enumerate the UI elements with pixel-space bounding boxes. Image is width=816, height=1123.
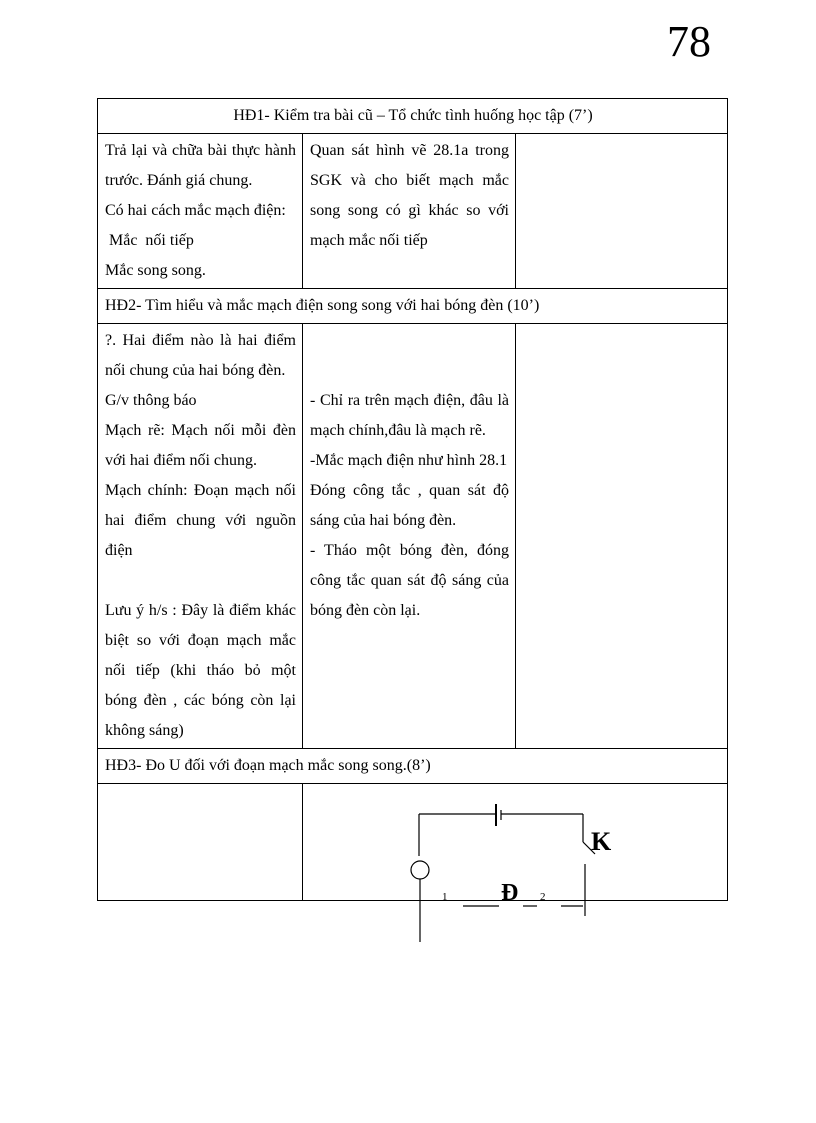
hd2-student-line: -Mắc mạch điện như hình 28.1 (310, 452, 508, 469)
hd2-teacher-line: G/v thông báo (105, 392, 197, 409)
hd3-teacher-cell (98, 784, 303, 901)
hd2-student-cell (303, 324, 516, 749)
hd1-student-cell (303, 134, 516, 289)
hd2-teacher-line: Mạch rẽ: Mạch nối mỗi đèn với hai điểm nối chung. (105, 422, 296, 469)
hd3-circuit-cell (303, 784, 728, 906)
switch-label: K (591, 827, 612, 856)
blank-line (105, 566, 296, 596)
hd2-student-line: - Tháo một bóng đèn, đóng công tắc quan sát độ sáng của bóng đèn còn lại. (310, 542, 509, 619)
hd1-title: HĐ1- Kiểm tra bài cũ – Tổ chức tình huống học tập (7’) (98, 99, 728, 134)
lamp-label: Đ (501, 880, 519, 906)
hd2-teacher-line: ?. Hai điểm nào là hai điểm nối chung của hai bóng đèn. (105, 332, 296, 379)
hd3-content-row (98, 784, 728, 901)
hd3-header-row (98, 749, 728, 784)
hd2-teacher-line: Mạch chính: Đoạn mạch nối hai điểm chung với nguồn điện (105, 482, 296, 559)
hd2-content-row (98, 324, 728, 749)
hd2-teacher-line: Lưu ý h/s : Đây là điểm khác biệt so với đoạn mạch mắc nối tiếp (khi tháo bỏ một bóng đèn , các bóng còn lại không sáng) (105, 602, 296, 739)
point-2-label: 2 (540, 891, 546, 903)
hd2-student-line: - Chỉ ra trên mạch điện, đâu là mạch chính,đâu là mạch rẽ. (310, 392, 509, 439)
hd2-notes-cell (516, 324, 728, 749)
hd2-teacher-cell (98, 324, 303, 749)
hd2-header-row (98, 289, 728, 324)
hd1-teacher-cell (98, 134, 303, 289)
hd2-student-line: Đóng công tắc , quan sát độ sáng của hai bóng đèn. (310, 482, 509, 529)
circuit-diagram (303, 784, 728, 944)
hd1-content-row (98, 134, 728, 289)
hd1-notes-cell (516, 134, 728, 289)
point-1-label: 1 (442, 891, 448, 903)
hd3-title: HĐ3- Đo U đối với đoạn mạch mắc song song.(8’) (98, 749, 728, 784)
blank-line (310, 356, 509, 386)
hd1-teacher-line: Mắc song song. (105, 262, 206, 279)
hd1-teacher-line: Mắc nối tiếp (105, 232, 194, 249)
hd1-teacher-line: Có hai cách mắc mạch điện: (105, 202, 286, 219)
meter-circle (411, 861, 429, 879)
lesson-plan-table (97, 98, 728, 906)
hd1-student-line: Quan sát hình vẽ 28.1a trong SGK và cho biết mạch mắc song song có gì khác so với mạch mắc nối tiếp (310, 142, 509, 249)
hd2-title: HĐ2- Tìm hiểu và mắc mạch điện song song với hai bóng đèn (10’) (98, 289, 728, 324)
hd1-header-row (98, 99, 728, 134)
blank-line (310, 326, 509, 356)
page-number: 78 (667, 17, 711, 66)
hd1-teacher-line: Trả lại và chữa bài thực hành trước. Đánh giá chung. (105, 142, 296, 189)
